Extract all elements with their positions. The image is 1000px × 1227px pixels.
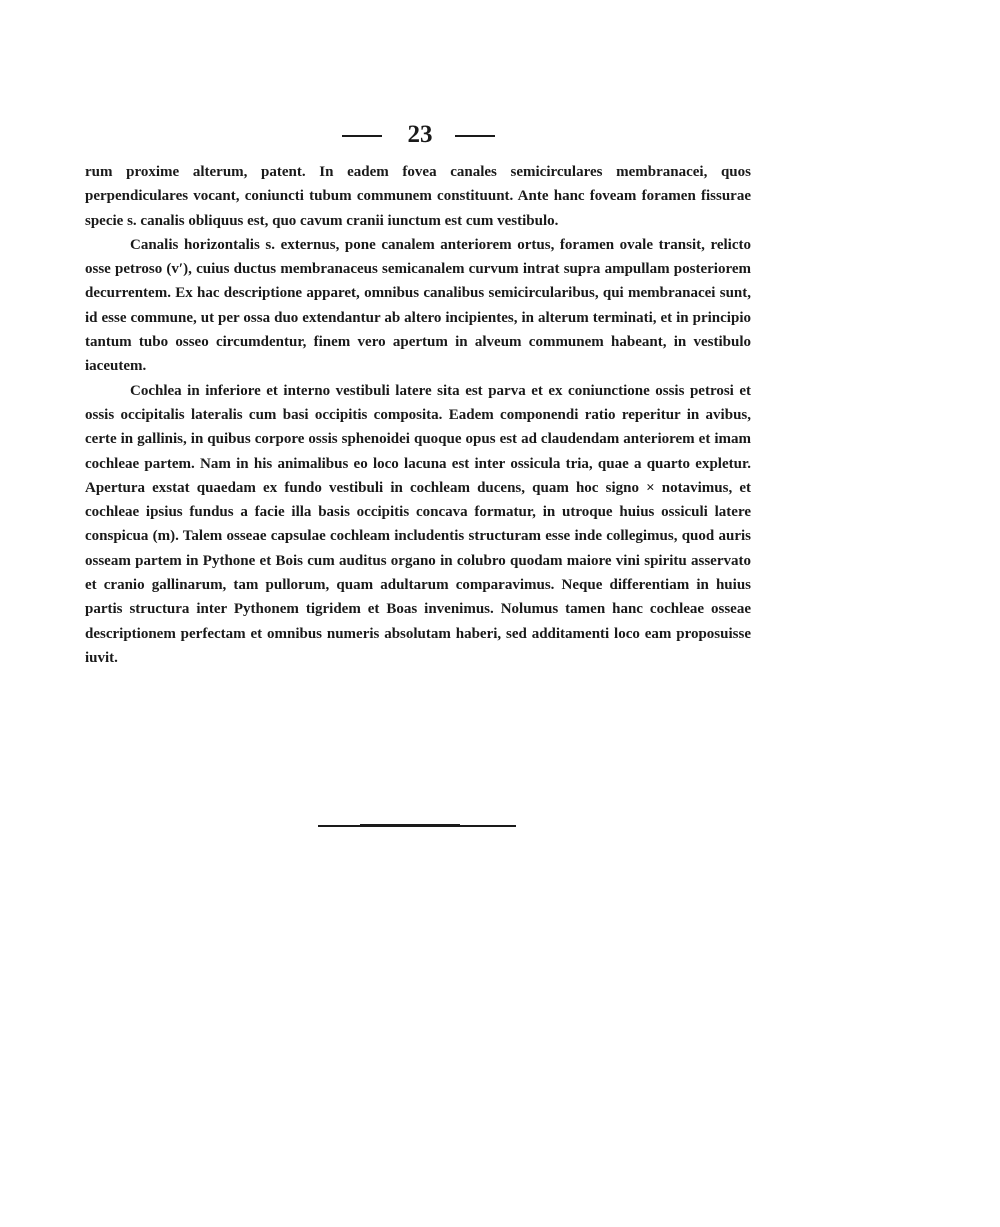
page-header [0,120,1000,150]
paragraph: Cochlea in inferiore et interno vestibuli latere sita est parva et ex coniunctione ossis petrosi et ossis occipitalis lateralis cum basi occipitis composita. Eadem componendi ratio reperitur in avibus, certe in gallinis, in quibus corpore ossis sphenoidei quoque opus est ad claudendam anteriorem et imam cochleae partem. Nam in his animalibus eo loco lacuna est inter ossicula tria, quae a quarto expletur. Apertura exstat quaedam ex fundo vestibuli in cochleam ducens, quam hoc signo × notavimus, et cochleae ipsius fundus a facie illa basis occipitis concava formatur, in utroque huius ossiculi latere conspicua (m). Talem osseae capsulae cochleam includentis structuram esse inde collegimus, quod auris osseam partem in Pythone et Bois cum auditus organo in colubro quodam maiore vini spiritu asservato et cranio gallinarum, tam pullorum, quam adultarum comparavimus. Neque differentiam in huius partis structura inter Pythonem tigridem et Boas invenimus. Nolumus tamen hanc cochleae osseae descriptionem perfectam et omnibus numeris absolutam haberi, sed additamenti loco eam proposuisse iuvit. [85,382,751,666]
header-dash-right [455,135,495,137]
paragraph: Canalis horizontalis s. externus, pone canalem anteriorem ortus, foramen ovale transit, relicto osse petroso (v′), cuius ductus membranaceus semicanalem curvum intrat supra ampullam posteriorem decurrentem. Ex hac descriptione apparet, omnibus canalibus semicircularibus, qui membranacei sunt, id esse commune, ut per ossa duo extendantur ab altero incipientes, in alterum terminati, et in principio tantum tubo osseo circumdentur, finem vero apertum in alveum communem habeant, in vestibulo iaceutem. [85,236,751,375]
body-text [85,160,751,670]
header-dash-left [342,135,382,137]
paragraph: rum proxime alterum, patent. In eadem fovea canales semicirculares membranacei, quos perpendiculares vocant, coniuncti tubum communem constituunt. Ante hanc foveam foramen fissurae specie s. canalis obliquus est, quo cavum cranii iunctum est cum vestibulo. [85,164,751,229]
end-rule-center [360,824,460,827]
page-number: 23 [407,121,433,148]
